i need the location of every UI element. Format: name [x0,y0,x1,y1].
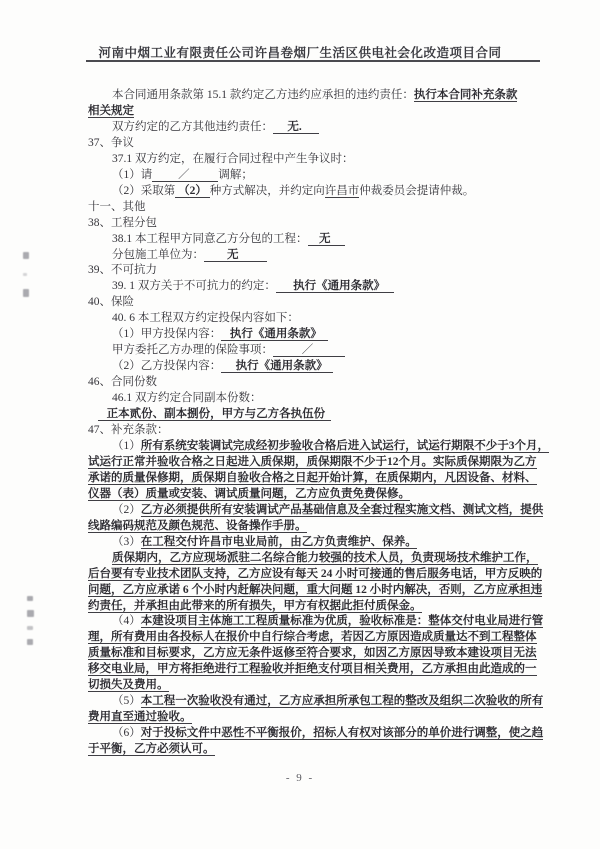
document-line [88,152,548,168]
underlined-text-segment: 于平衡，乙方必须认可。 [88,743,215,756]
underlined-text-segment: 无. [273,120,319,133]
document-line [88,678,548,694]
document-line [88,88,548,104]
text-segment: 39. 1 双方关于不可抗力的约定： [112,280,276,293]
text-segment: （1）甲方投保内容： [112,328,222,341]
text-segment: 甲方委托乙方办理的保险事项： [112,344,273,357]
document-line [88,279,548,295]
underlined-text-segment: 在工程交付许昌市电业局前，由乙方负责维护、保养。 [140,535,417,548]
document-line [88,359,548,375]
document-line [88,567,548,583]
text-segment: 47、补充条款： [88,424,169,437]
text-segment: 本合同通用条款第 15.1 款约定乙方违约应承担的违约责任： [112,89,414,101]
underlined-text-segment: 线路编码规范及颜色规范、设备操作手册。 [88,519,307,532]
underlined-text-segment: 质保期内，乙方应现场派驻二名综合能力较强的技术人员，负责现场技术维护工作， [112,551,538,564]
document-line [88,200,548,216]
document-line [88,455,548,471]
document-line [88,519,548,535]
text-segment: 40. 6 本工程双方约定投保内容如下： [112,312,299,325]
document-line [88,471,548,487]
document-line [88,599,548,615]
text-segment: 46.1 双方约定合同副本份数： [112,392,262,405]
text-segment: 38、工程分包 [88,216,157,229]
text-segment: （1） [112,439,141,452]
document-line [88,551,548,567]
text-segment: 十一、其他 [88,200,146,213]
underlined-text-segment: 无 [307,232,345,245]
document-line [88,614,548,630]
document-line [88,662,548,678]
underlined-text-segment: 试运行正常并验收合格之日起进入质保期，质保期限不少于12个月。实际质保期限为乙方 [88,455,537,468]
document-line [88,694,548,710]
document-line [88,216,548,232]
text-segment: 37、争议 [88,136,134,149]
underlined-text-segment: 承诺的质量保修期，质保期自验收合格之日起开始计算，在质保期内，凡因设备、材料、 [88,471,537,484]
document-line [88,184,548,200]
text-segment: （2）乙方投保内容： [112,360,222,373]
underlined-text-segment: （2） [175,184,210,197]
text-segment: 38.1 本工程甲方同意乙方分包的工程： [112,232,308,245]
document-line [88,439,548,455]
underlined-text-segment: 正本贰份、副本捌份，甲方与乙方各执伍份 [98,408,331,421]
text-segment: 39、不可抗力 [88,264,157,277]
document-line [88,375,548,391]
text-segment: 种方式解决，并约定向 [209,184,325,197]
text-segment: （1）请 [112,168,153,181]
document-line [88,311,548,327]
text-segment: 仲裁委员会提请仲裁。 [359,184,475,197]
text-segment: 46、合同份数 [88,376,157,389]
underlined-text-segment: 无 [204,248,268,261]
document-line [88,295,548,311]
underlined-text-segment: 乙方必须提供所有安装调试产品基础信息及全套过程实施文档、测试文档，提供 [140,503,544,516]
underlined-text-segment: 仪器（表）质量或安装、调试质量问题，乙方应负责免费保修。 [88,487,410,500]
page-header-title: 河南中烟工业有限责任公司许昌卷烟厂生活区供电社会化改造项目合同 [98,46,502,60]
underlined-text-segment: 约责任，并承担由此带来的所有损失，甲方有权据此拒付质保金。 [88,599,422,612]
document-line [88,407,548,423]
document-line [88,726,548,742]
document-line [88,583,548,599]
underlined-text-segment: 所有系统安装调试完成经初步验收合格后进入试运行，试运行期限不少于3个月， [140,439,549,452]
document-line [88,535,548,551]
underlined-text-segment: 质量标准和目标要求，乙方应无条件返修至符合要求，如因乙方原因导致本建设项目无法 [88,647,537,660]
document-line [88,710,548,726]
document-line [88,327,548,343]
text-segment: （2）采取第 [112,184,176,197]
underlined-text-segment: 相关规定 [88,104,134,117]
underlined-text-segment: 问题，乙方应承诺 6 个小时内赶解决问题，重大问题 12 小时内解决，否则，乙方应承担违 [88,583,543,596]
header-divider-line [86,60,540,62]
text-segment: 37.1 双方约定，在履行合同过程中产生争议时： [112,152,354,165]
document-line [88,391,548,407]
underlined-text-segment: 执行《通用条款》 [221,328,328,341]
text-segment: （4） [112,615,141,628]
underlined-text-segment: 切损失及费用。 [88,679,169,692]
underlined-text-segment: ／ [273,344,345,357]
document-line [88,423,548,439]
margin-binding-mark-lower [27,596,34,645]
text-segment: 调解； [218,168,253,181]
document-line [88,646,548,662]
text-segment: （5） [112,695,141,708]
underlined-text-segment: 执行《通用条款》 [221,360,334,373]
underlined-text-segment: 执行《通用条款》 [275,280,394,293]
document-line [88,104,548,120]
underlined-text-segment: 理，所有费用由各投标人在报价中自行综合考虑，若因乙方原因造成质量达不到工程整体 [88,631,537,644]
document-line [88,232,548,248]
underlined-text-segment: 对于投标文件中恶性不平衡报价，招标人有权对该部分的单价进行调整，使之趋 [140,727,544,740]
document-line [88,487,548,503]
text-segment: （3） [112,535,141,548]
underlined-text-segment: 后台要有专业技术团队支持，乙方应设有每天 24 小时可接通的售后服务电话，甲方反映的 [88,567,543,580]
margin-binding-mark-upper [23,252,29,297]
document-line [88,248,548,264]
text-segment: （6） [112,727,141,740]
document-line [88,136,548,152]
text-segment: 40、保险 [88,296,134,309]
text-segment: 双方约定的乙方其他违约责任： [112,120,273,133]
underlined-text-segment: 费用直至通过验收。 [88,711,192,724]
text-segment: （2） [112,503,141,516]
document-line [88,343,548,359]
document-line [88,630,548,646]
page-number: - 9 - [285,772,315,784]
document-line [88,742,548,758]
underlined-text-segment: 移交电业局，甲方将拒绝进行工程验收并拒绝支付项目相关费用，乙方承担由此造成的一 [88,663,537,676]
underlined-text-segment: 本建设项目主体施工工程质量标准为优质，验收标准是：整体交付电业局进行管 [140,615,544,628]
underlined-text-segment: 本工程一次验收没有通过，乙方应承担所承包工程的整改及组织二次验收的所有 [140,695,544,708]
document-line [88,168,548,184]
underlined-text-segment: ／ [152,168,219,181]
document-line [88,263,548,279]
document-line [88,120,548,136]
underlined-text-segment: 许昌市 [324,184,360,197]
text-segment: 分包施工单位为： [112,248,204,261]
document-line [88,503,548,519]
underlined-text-segment: 执行本合同补充条款 [413,89,518,101]
document-body [88,88,548,758]
